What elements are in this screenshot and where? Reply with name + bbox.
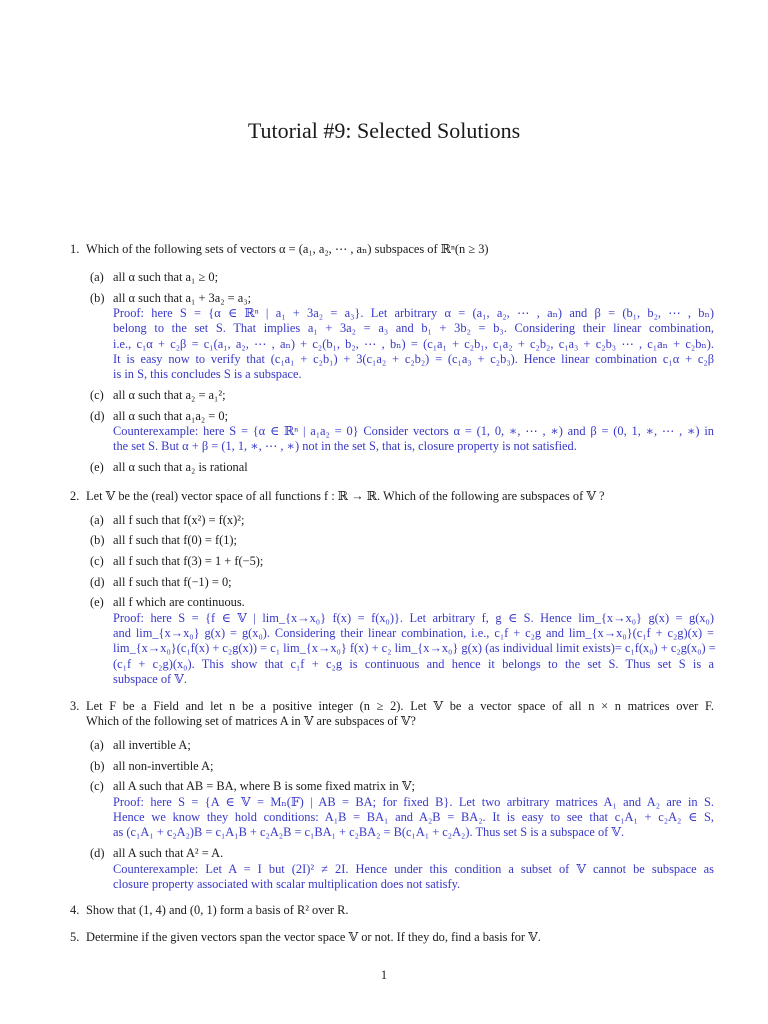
q2e-proof-line-1: Proof: here S = {f ∈ 𝕍 | lim_{x→x₀} f(x) = f(x₀)}. Let arbitrary f, g ∈ S. Hence lim_{x→x₀} g(x) = g(x₀) bbox=[113, 611, 714, 625]
q2e-text: all f which are continuous. bbox=[113, 595, 245, 609]
q1b-proof-line-4: It is easy now to verify that (c₁a₁ + c₂b₁) + 3(c₁a₂ + c₂b₂) = (c₁a₃ + c₂b₃). Hence linear combination c₁α + c₂β bbox=[113, 352, 714, 366]
q1b-proof-line-2: belong to the set S. That implies a₁ + 3a₂ = a₃ and b₁ + 3b₂ = b₃. Considering their linear combination, bbox=[113, 321, 714, 335]
q3c-label: (c) bbox=[90, 779, 104, 793]
q2-text: Let 𝕍 be the (real) vector space of all functions f : ℝ → ℝ. Which of the following are subspaces of 𝕍 ? bbox=[86, 489, 605, 503]
page-number: 1 bbox=[380, 968, 388, 982]
q1d-proof-line-1: Counterexample: here S = {α ∈ ℝⁿ | a₁a₂ = 0} Consider vectors α = (1, 0, ∗, ⋯ , ∗) and β = (0, 1, ∗, ⋯ , ∗) in bbox=[113, 424, 714, 438]
q3c-proof-line-2: Hence we know they hold conditions: A₁B = BA₁ and A₂B = BA₂. It is easy to see that c₁A₁ + c₂A₂ ∈ S, bbox=[113, 810, 714, 824]
q3d-proof-line-1: Counterexample: Let A = I but (2I)² ≠ 2I. Hence under this condition a subset of 𝕍 cannot be subspace as bbox=[113, 862, 714, 876]
q3c-proof-line-3: as (c₁A₁ + c₂A₂)B = c₁A₁B + c₂A₂B = c₁BA₁ + c₂BA₂ = B(c₁A₁ + c₂A₂). Thus set S is a subspace of 𝕍. bbox=[113, 825, 625, 839]
q3d-label: (d) bbox=[90, 846, 105, 860]
q2b-label: (b) bbox=[90, 533, 105, 547]
q3a-label: (a) bbox=[90, 738, 104, 752]
q2e-proof-line-2: and lim_{x→x₀} g(x) = g(x₀). Considering their linear combination, i.e., c₁f + c₂g and lim_{x→x₀}(c₁f + c₂g)(x) = bbox=[113, 626, 714, 640]
q3d-proof-line-2: closure property associated with scalar multiplication does not satisfy. bbox=[113, 877, 461, 891]
q1e-text: all α such that a₂ is rational bbox=[113, 460, 248, 474]
q2a-label: (a) bbox=[90, 513, 104, 527]
q2c-label: (c) bbox=[90, 554, 104, 568]
q2b-text: all f such that f(0) = f(1); bbox=[113, 533, 237, 547]
page-title: Tutorial #9: Selected Solutions bbox=[247, 118, 521, 143]
q2e-proof-line-4: (c₁f + c₂g)(x₀). This show that c₁f + c₂g is continuous and hence it belongs to the set S. Thus set S is a bbox=[113, 657, 714, 671]
q2d-text: all f such that f(−1) = 0; bbox=[113, 575, 232, 589]
q1b-label: (b) bbox=[90, 291, 105, 305]
q2d-label: (d) bbox=[90, 575, 105, 589]
q1e-label: (e) bbox=[90, 460, 104, 474]
q3-text-line-1: Let F be a Field and let n be a positive integer (n ≥ 2). Let 𝕍 be a vector space of all n × n matrices over F. bbox=[86, 699, 714, 713]
q4-number: 4. bbox=[70, 903, 80, 917]
q1a-label: (a) bbox=[90, 270, 104, 284]
q3c-text: all A such that AB = BA, where B is some fixed matrix in 𝕍; bbox=[113, 779, 415, 793]
q1b-proof-line-1: Proof: here S = {α ∈ ℝⁿ | a₁ + 3a₂ = a₃}. Let arbitrary α = (a₁, a₂, ⋯ , aₙ) and β = (b₁, b₂, ⋯ , bₙ) bbox=[113, 306, 714, 320]
q2-number: 2. bbox=[70, 489, 80, 503]
q1c-label: (c) bbox=[90, 388, 104, 402]
q1c-text: all α such that a₂ = a₁²; bbox=[113, 388, 226, 402]
q5-text: Determine if the given vectors span the vector space 𝕍 or not. If they do, find a basis for 𝕍. bbox=[86, 930, 541, 944]
q1a-text: all α such that a₁ ≥ 0; bbox=[113, 270, 219, 284]
q2c-text: all f such that f(3) = 1 + f(−5); bbox=[113, 554, 264, 568]
q1-number: 1. bbox=[70, 242, 80, 256]
q4-text: Show that (1, 4) and (0, 1) form a basis of R² over R. bbox=[86, 903, 349, 917]
q3a-text: all invertible A; bbox=[113, 738, 191, 752]
q3b-label: (b) bbox=[90, 759, 105, 773]
q1d-proof-line-2: the set S. But α + β = (1, 1, ∗, ⋯ , ∗) not in the set S, that is, closure property is not satisfied. bbox=[113, 439, 577, 453]
q1d-label: (d) bbox=[90, 409, 105, 423]
q2e-proof-line-5: subspace of 𝕍. bbox=[113, 672, 187, 686]
q2a-text: all f such that f(x²) = f(x)²; bbox=[113, 513, 245, 527]
q5-number: 5. bbox=[70, 930, 80, 944]
q2e-proof-line-3: lim_{x→x₀}(c₁f(x) + c₂g(x)) = c₁ lim_{x→x₀} f(x) + c₂ lim_{x→x₀} g(x) (as individual limit exists)= c₁f(x₀) + c₂g(x₀) = bbox=[113, 641, 716, 655]
q1b-proof-line-5: is in S, this concludes S is a subspace. bbox=[113, 367, 302, 381]
q3-number: 3. bbox=[70, 699, 80, 713]
q2e-label: (e) bbox=[90, 595, 104, 609]
q1b-proof-line-3: i.e., c₁α + c₂β = c₁(a₁, a₂, ⋯ , aₙ) + c₂(b₁, b₂, ⋯ , bₙ) = (c₁a₁ + c₂b₁, c₁a₂ + c₂b₂, c₁a₃ + c₂b₃ ⋯ , c₁aₙ + c₂bₙ). bbox=[113, 337, 714, 351]
q3-text-line-2: Which of the following set of matrices A in 𝕍 are subspaces of 𝕍? bbox=[86, 714, 416, 728]
q3b-text: all non-invertible A; bbox=[113, 759, 214, 773]
q1d-text: all α such that a₁a₂ = 0; bbox=[113, 409, 229, 423]
q3d-text: all A such that A² = A. bbox=[113, 846, 224, 860]
q1b-text: all α such that a₁ + 3a₂ = a₃; bbox=[113, 291, 252, 305]
q3c-proof-line-1: Proof: here S = {A ∈ 𝕍 = Mₙ(𝔽) | AB = BA; for fixed B}. Let two arbitrary matrices A₁ and A₂ are in S. bbox=[113, 795, 714, 809]
q1-text: Which of the following sets of vectors α = (a₁, a₂, ⋯ , aₙ) subspaces of ℝⁿ(n ≥ 3) bbox=[86, 242, 489, 256]
